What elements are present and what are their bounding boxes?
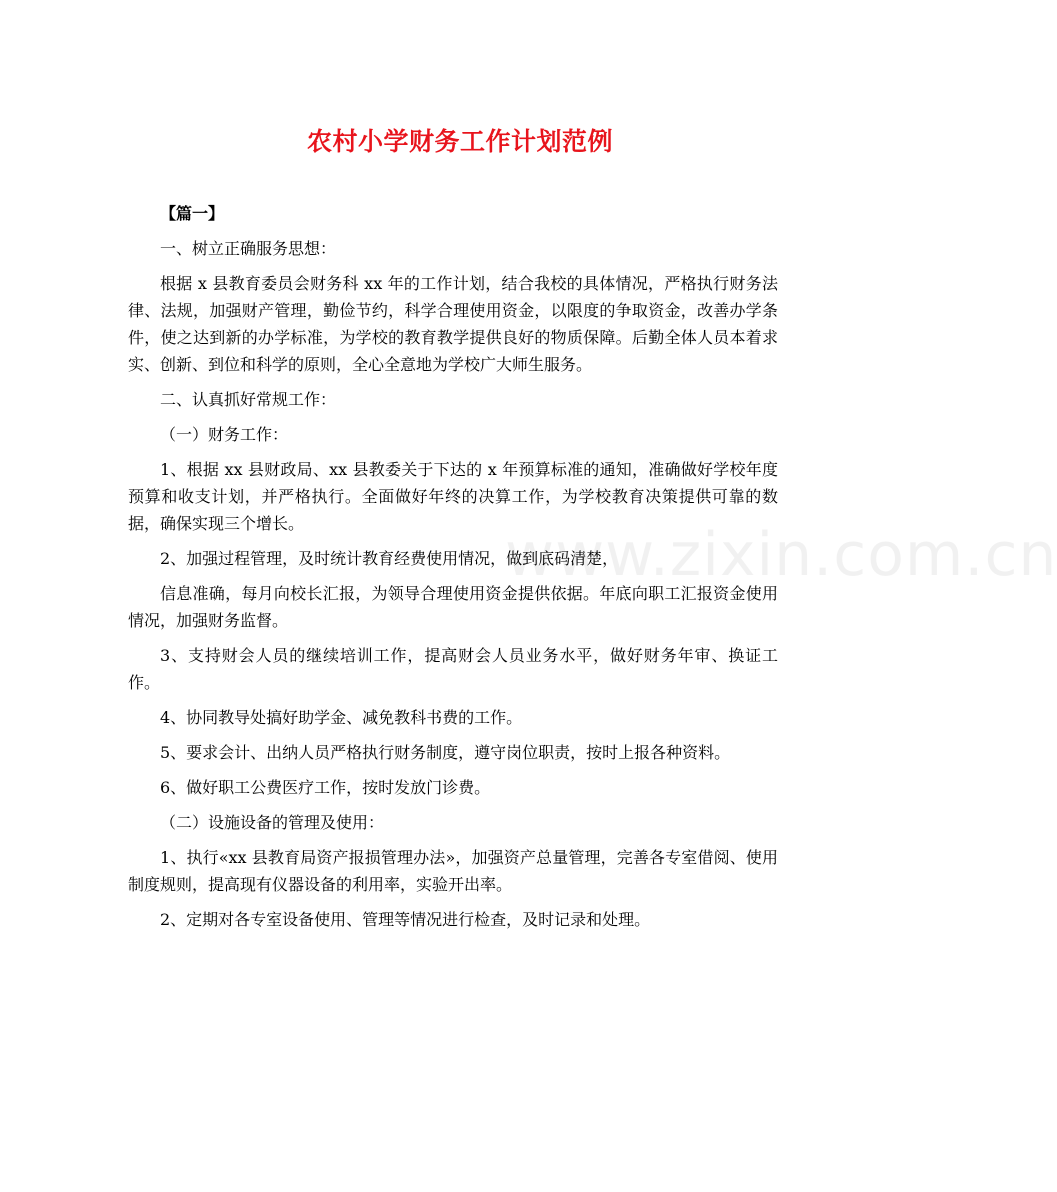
paragraph: 根据 x 县教育委员会财务科 xx 年的工作计划，结合我校的具体情况，严格执行财务法律、法规，加强财产管理，勤俭节约，科学合理使用资金，以限度的争取资金，改善办学条件，使之达到新的办学标准，为学校的教育教学提供良好的物质保障。后勤全体人员本着求实、创新、到位和科学的原则，全心全意地为学校广大师生服务。 [128, 274, 778, 374]
paragraph: 5、要求会计、出纳人员严格执行财务制度，遵守岗位职责，按时上报各种资料。 [160, 743, 731, 762]
paragraph: 信息准确，每月向校长汇报，为领导合理使用资金提供依据。年底向职工汇报资金使用情况，加强财务监督。 [128, 584, 778, 630]
paragraph: 2、加强过程管理，及时统计教育经费使用情况，做到底码清楚， [160, 549, 619, 568]
heading-1: 一、树立正确服务思想： [160, 239, 337, 258]
heading-2: 二、认真抓好常规工作： [160, 390, 337, 409]
document-body [128, 200, 778, 933]
paragraph: 6、做好职工公费医疗工作，按时发放门诊费。 [160, 778, 491, 797]
paragraph: 1、根据 xx 县财政局、xx 县教委关于下达的 x 年预算标准的通知，准确做好学校年度预算和收支计划，并严格执行。全面做好年终的决算工作，为学校教育决策提供可靠的数据，确保实现三个增长。 [128, 460, 778, 533]
paragraph: 4、协同教导处搞好助学金、减免教科书费的工作。 [160, 708, 523, 727]
watermark: www.zixin.com.cn [505, 520, 1057, 590]
paragraph: 1、执行«xx 县教育局资产报损管理办法»，加强资产总量管理，完善各专室借阅、使用制度规则，提高现有仪器设备的利用率，实验开出率。 [128, 848, 778, 894]
section-label: 【篇一】 [160, 204, 225, 223]
paragraph: 2、定期对各专室设备使用、管理等情况进行检查，及时记录和处理。 [160, 910, 651, 929]
subheading-1: （一）财务工作： [160, 425, 289, 444]
subheading-2: （二）设施设备的管理及使用： [160, 813, 385, 832]
paragraph: 3、支持财会人员的继续培训工作，提高财会人员业务水平，做好财务年审、换证工作。 [128, 646, 778, 692]
document-title: 农村小学财务工作计划范例 [306, 127, 613, 156]
